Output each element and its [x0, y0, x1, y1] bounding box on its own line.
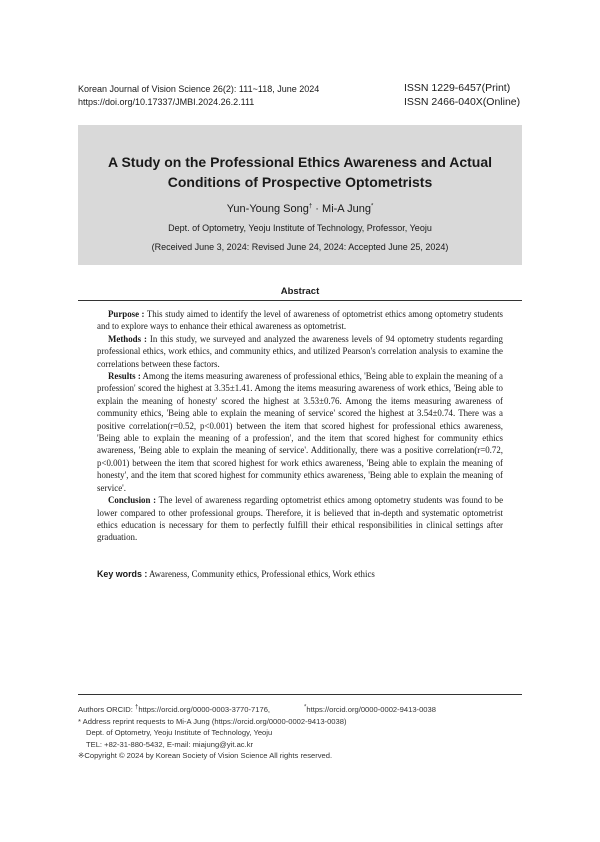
section-label: Purpose :: [108, 309, 145, 319]
orcid-label: Authors ORCID:: [78, 705, 135, 714]
section-text: Among the items measuring awareness of professional ethics, 'Being able to explain the meaning of a profession' scored the highest at 3.35±1.41. Among the items measuring awareness of work ethics, 'Being able to explain the meaning of honesty' scored the highest at 3.53±0.76. Among the items measuring awareness of community ethics, 'Being able to explain the meaning of service' scored the highest at 3.54±0.74. There was a positive correlation(r=0.52, p<0.001) between the item that scored highest for professional ethics awareness, 'Being able to explain the meaning of a profession', and the item that scored highest for community ethics awareness, 'Being able to explain the meaning of service'. Additionally, there was a positive correlation(r=0.72, p<0.001) between the item that scored highest for work ethics awareness, 'Being able to explain the meaning of honesty', and the item that scored highest for community ethics awareness, 'Being able to explain the meaning of service'.: [97, 371, 503, 493]
affiliation: Dept. of Optometry, Yeoju Institute of Technology, Professor, Yeoju: [168, 223, 432, 233]
author-name: Yun-Young Song: [226, 203, 309, 215]
author-mark: †: [308, 203, 313, 210]
author-separator: ·: [315, 203, 319, 215]
footnote-rule: [78, 694, 522, 695]
keywords-label: Key words :: [97, 569, 148, 579]
contact-line: TEL: +82-31-880-5432, E-mail: miajung@yit.ac.kr: [86, 739, 254, 749]
doi-link[interactable]: https://doi.org/10.17337/JMBI.2024.26.2.111: [78, 97, 255, 107]
abstract-methods: [97, 333, 503, 370]
section-text: The level of awareness regarding optometrist ethics among optometry students was found to be lower compared to other professional groups. Therefore, it is believed that in-depth and systematic optometrist ethics education is necessary for them to perfectly fulfill their ethical responsibilities in clinical settings after graduation.: [97, 495, 504, 543]
author-mark: *: [304, 704, 307, 711]
copyright-line: ※Copyright © 2024 by Korean Society of Vision Science All rights reserved.: [78, 751, 333, 761]
author-mark: *: [370, 203, 374, 210]
keywords-text: Awareness, Community ethics, Professional ethics, Work ethics: [147, 569, 375, 579]
keywords: [97, 569, 503, 579]
abstract-purpose: [97, 308, 503, 333]
reprint-line: [78, 716, 518, 728]
issn-block: [404, 81, 520, 109]
title-line-1: A Study on the Professional Ethics Awareness and Actual: [107, 154, 493, 170]
reprint-mark: *: [78, 716, 81, 726]
footnotes: [78, 704, 518, 762]
title-line-2: Conditions of Prospective Optometrists: [167, 174, 433, 190]
abstract-top-rule: [78, 300, 522, 301]
abstract-conclusion: [97, 494, 503, 544]
abstract-results: [97, 370, 503, 494]
issn-print: ISSN 1229-6457(Print): [404, 82, 511, 94]
journal-citation: Korean Journal of Vision Science 26(2): 111~118, June 2024: [78, 84, 320, 94]
section-label: Methods :: [108, 333, 147, 344]
section-text: This study aimed to identify the level of awareness of optometrist ethics among optometry students and to explore ways to enhance their ethical awareness as optometrist.: [97, 309, 503, 332]
abstract-heading: Abstract: [280, 286, 320, 297]
reprint-request: Address reprint requests to Mi-A Jung (https://orcid.org/0000-0002-9413-0038): [82, 716, 347, 726]
author-name: Mi-A Jung: [322, 203, 371, 215]
section-text: In this study, we surveyed and analyzed the awareness levels of 94 optometry students regarding professional ethics, work ethics, and community ethics, and utilized Pearson's correlation analysis to examine the correlations between these factors.: [97, 333, 503, 369]
received-dates: (Received June 3, 2024: Revised June 24, 2024: Accepted June 25, 2024): [151, 242, 449, 252]
dept-line: Dept. of Optometry, Yeoju Institute of Technology, Yeoju: [86, 728, 273, 738]
author-mark: †: [134, 704, 139, 711]
section-label: Conclusion :: [108, 495, 157, 506]
issn-online: ISSN 2466-040X(Online): [404, 96, 521, 108]
journal-info: [78, 83, 319, 109]
author-list: [78, 203, 522, 215]
section-label: Results :: [108, 371, 141, 382]
title-box: [78, 125, 522, 265]
abstract-body: [97, 308, 503, 544]
orcid-link[interactable]: https://orcid.org/0000-0002-9413-0038: [306, 705, 436, 714]
orcid-line: [78, 704, 518, 716]
orcid-link[interactable]: https://orcid.org/0000-0003-3770-7176,: [138, 705, 271, 714]
paper-title: [78, 152, 522, 192]
